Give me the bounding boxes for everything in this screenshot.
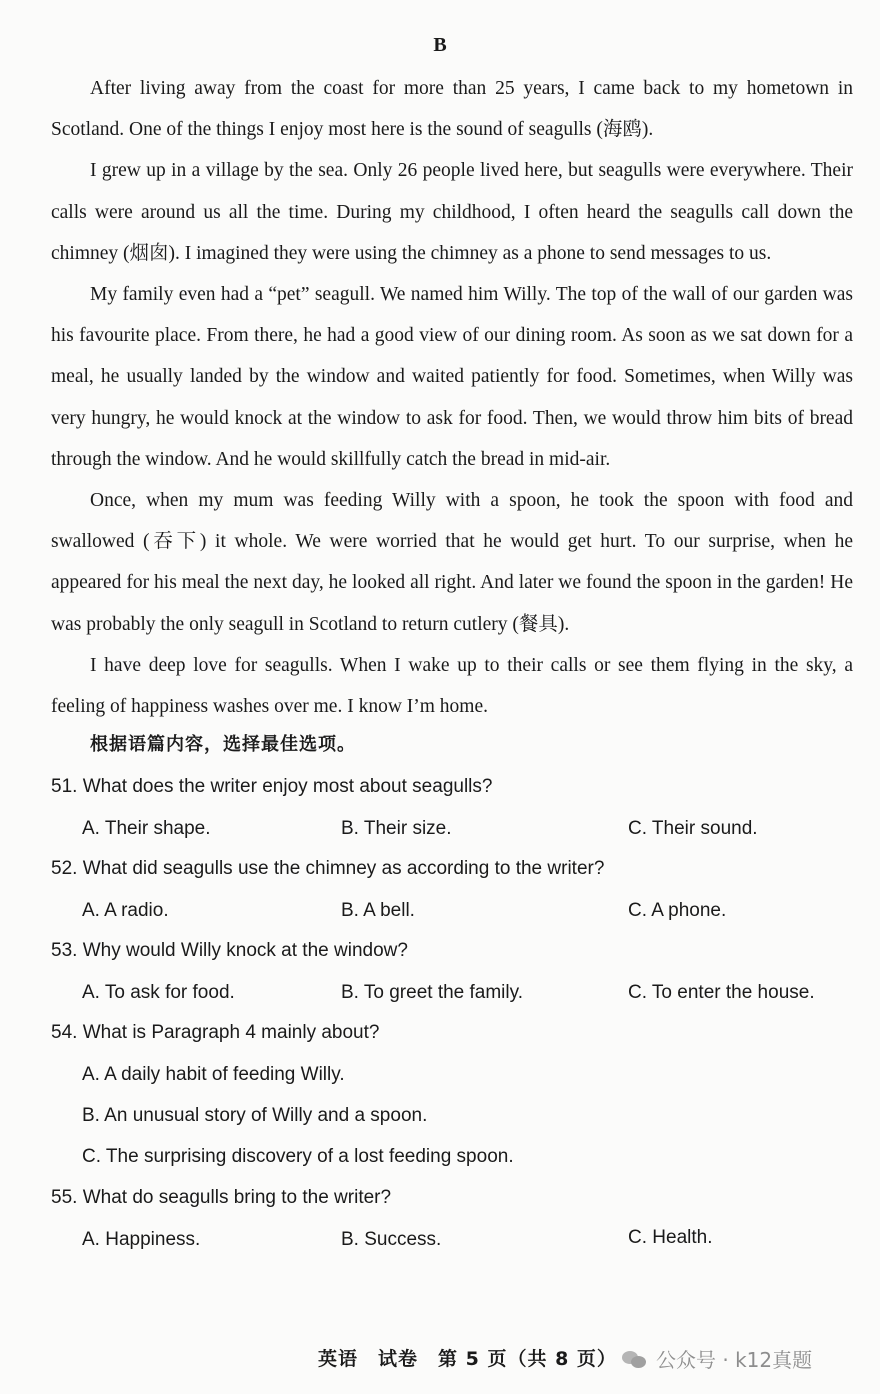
paragraph-3: My family even had a “pet” seagull. We named him Willy. The top of the wall of our garden was his favourite place. From there, he had a good view of our dining room. As soon as we sat down for a meal, he usually landed by the window and waited patiently for food. Sometimes, when Willy was very hungry, he would knock at the window to ask for food. Then, we would throw him bits of bread through the window. And he would skillfully catch the bread in mid-air. <box>51 284 853 470</box>
watermark-text: 公众号 · k12真题 <box>656 1348 813 1372</box>
page-footer: 英语 试卷 第 5 页（共 8 页） <box>318 1348 617 1370</box>
question-55: 55. What do seagulls bring to the writer? <box>51 1187 392 1208</box>
wechat-icon <box>622 1349 648 1369</box>
paragraph-4: Once, when my mum was feeding Willy with a spoon, he took the spoon with food and swallowed (吞下) it whole. We were worried that he would get hurt. To our surprise, when he appeared for his meal the next day, he looked all right. And later we found the spoon in the garden! He was probably the only seagull in Scotland to return cutlery (餐具). <box>51 490 853 635</box>
section-title: B <box>433 34 447 56</box>
question-53: 53. Why would Willy knock at the window? <box>51 940 408 961</box>
paragraph-5: I have deep love for seagulls. When I wake up to their calls or see them flying in the sky, a feeling of happiness washes over me. I know I’m home. <box>51 654 853 718</box>
reading-passage <box>51 68 853 727</box>
q52-option-a: A. A radio. <box>82 900 169 921</box>
q54-option-b: B. An unusual story of Willy and a spoon. <box>82 1105 428 1126</box>
q55-option-a: A. Happiness. <box>82 1229 201 1250</box>
q55-option-b: B. Success. <box>341 1229 442 1250</box>
question-51: 51. What does the writer enjoy most about seagulls? <box>51 776 493 797</box>
instruction: 根据语篇内容，选择最佳选项。 <box>90 734 356 755</box>
q51-option-a: A. Their shape. <box>82 818 211 839</box>
q53-option-a: A. To ask for food. <box>82 982 235 1003</box>
paragraph-1: After living away from the coast for more than 25 years, I came back to my hometown in Scotland. One of the things I enjoy most here is the sound of seagulls (海鸥). <box>51 78 853 141</box>
question-52: 52. What did seagulls use the chimney as according to the writer? <box>51 858 605 879</box>
q53-option-c: C. To enter the house. <box>628 982 815 1003</box>
q52-option-b: B. A bell. <box>341 900 415 921</box>
q54-option-a: A. A daily habit of feeding Willy. <box>82 1064 345 1085</box>
q55-option-c: C. Health. <box>628 1227 713 1248</box>
q51-option-c: C. Their sound. <box>628 818 758 839</box>
paragraph-2: I grew up in a village by the sea. Only 26 people lived here, but seagulls were everywhere. Their calls were around us all the time. During my childhood, I often heard the seagulls call down the chimney (烟囱). I imagined they were using the chimney as a phone to send messages to us. <box>51 160 853 264</box>
q51-option-b: B. Their size. <box>341 818 452 839</box>
q53-option-b: B. To greet the family. <box>341 982 523 1003</box>
q54-option-c: C. The surprising discovery of a lost feeding spoon. <box>82 1146 514 1167</box>
watermark <box>622 1344 812 1373</box>
question-54: 54. What is Paragraph 4 mainly about? <box>51 1022 380 1043</box>
q52-option-c: C. A phone. <box>628 900 727 921</box>
